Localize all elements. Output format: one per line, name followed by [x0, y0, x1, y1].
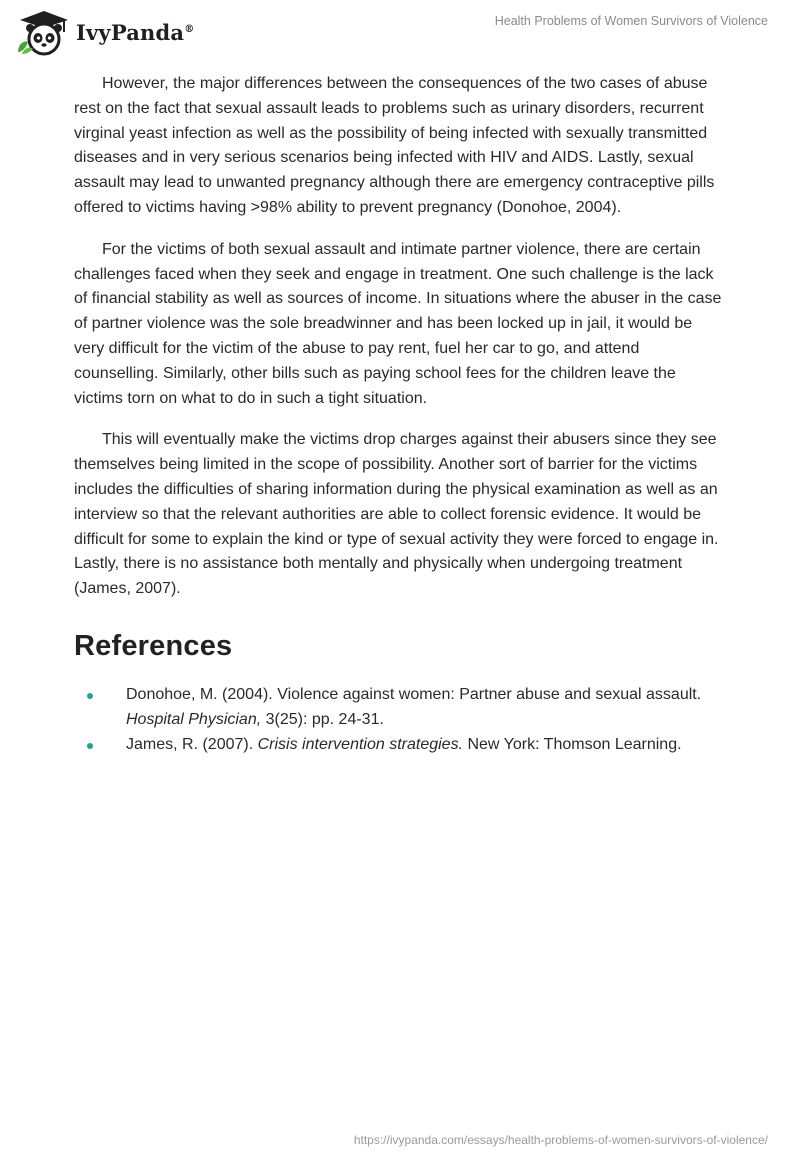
reference-source: Crisis intervention strategies. — [257, 735, 464, 753]
reference-item — [74, 733, 724, 758]
paragraph: For the victims of both sexual assault and intimate partner violence, there are certain challenges faced when they seek and engage in treatment. One such challenge is the lack of financial stability as well as sources of income. In situations where the abuser in the case of partner violence was the sole breadwinner and has been locked up in jail, it would be very difficult for the victim of the abuse to pay rent, fuel her car to go, and attend counselling. Similarly, other bills such as paying school fees for the children leave the victims torn on what to do in such a tight situation. — [74, 240, 722, 407]
registered-mark: ® — [184, 23, 195, 35]
logo-wordmark: IvyPanda® — [76, 19, 195, 45]
reference-text: James, R. (2007). — [126, 735, 258, 753]
reference-source: Hospital Physician, — [126, 710, 262, 728]
reference-text: New York: Thomson Learning. — [463, 735, 682, 753]
references-list — [74, 683, 724, 757]
source-url[interactable]: https://ivypanda.com/essays/health-problems-of-women-survivors-of-violence/ — [353, 1133, 768, 1147]
reference-text: 3(25): pp. 24-31. — [261, 710, 384, 728]
ivypanda-logo[interactable] — [14, 8, 194, 56]
paragraph: However, the major differences between the consequences of the two cases of abuse rest on the fact that sexual assault leads to problems such as urinary disorders, recurrent virginal yeast infection as well as the possibility of being infected with sexually transmitted diseases and in very serious scenarios being infected with HIV and AIDS. Lastly, sexual assault may lead to unwanted pregnancy although there are emergency contraceptive pills offered to victims having >98% ability to prevent pregnancy (Donohoe, 2004). — [74, 75, 715, 216]
reference-text: Donohoe, M. (2004). Violence against women: Partner abuse and sexual assault. — [126, 685, 702, 703]
document-title: Health Problems of Women Survivors of Violence — [494, 14, 768, 28]
paragraph: This will eventually make the victims drop charges against their abusers since they see themselves being limited in the scope of possibility. Another sort of barrier for the victims includes the difficulties of sharing information during the physical examination as well as an interview so that the relevant authorities are able to collect forensic evidence. It would be difficult for some to explain the kind or type of sexual activity they were forced to engage in. Lastly, there is no assistance both mentally and physically when undergoing treatment (James, 2007). — [74, 431, 719, 598]
reference-item — [74, 683, 724, 733]
essay-body — [74, 72, 724, 757]
references-heading: References — [74, 629, 233, 662]
panda-graduate-icon — [14, 8, 72, 56]
bullet-icon — [87, 743, 93, 749]
page-header — [0, 0, 800, 62]
bullet-icon — [87, 693, 93, 699]
